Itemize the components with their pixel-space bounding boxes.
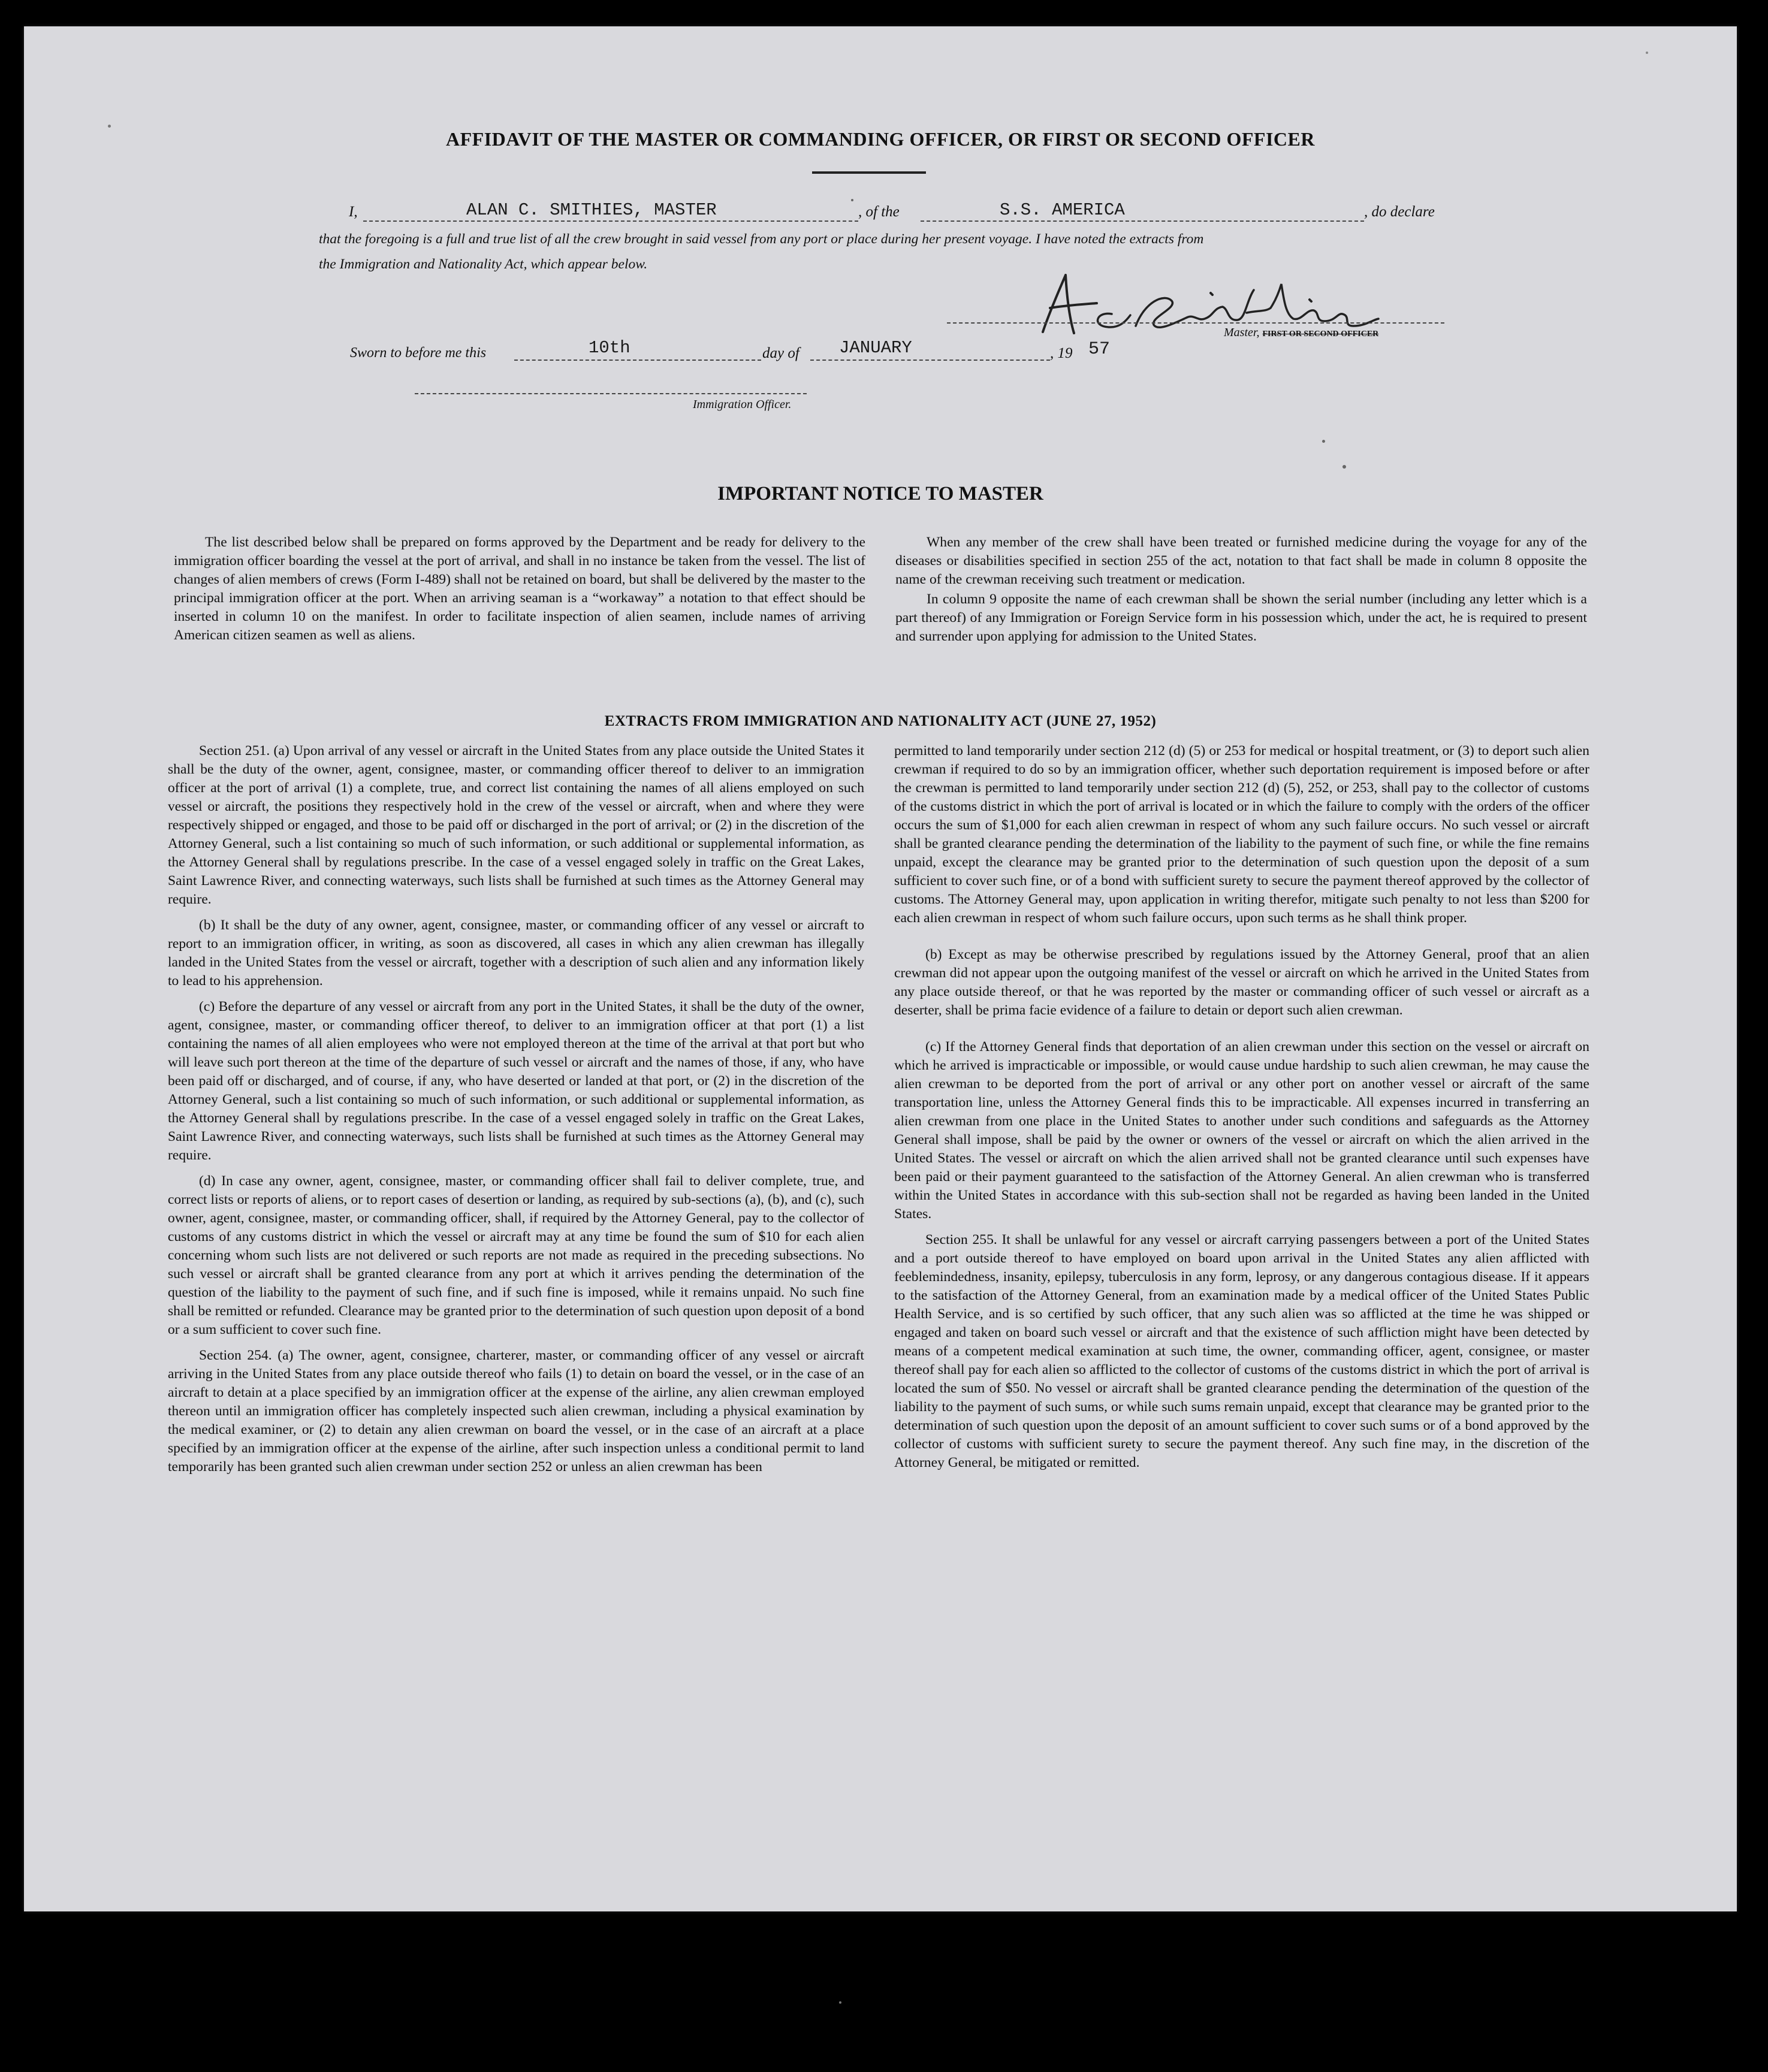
affidavit-title: AFFIDAVIT OF THE MASTER OR COMMANDING OFFICER, OR FIRST OR SECOND OFFICER	[446, 128, 1315, 150]
extract-section-254a-continued: permitted to land temporarily under section 212 (d) (5) or 253 for medical or hospital treatment, or (3) to deport such alien crewman if required to do so by an immigration officer, whether such deportation requirement is imposed before or after the crewman is permitted to land temporarily under section 212 (d) (5), 252, or 253, shall pay to the collector of customs of the customs district in which the port of arrival is located or in which the failure to comply with the orders of the officer occurs the sum of $1,000 for each alien crewman in respect of whom any such failure occurs. No such vessel or aircraft shall be granted clearance pending the determination of the liability to the payment of such fine, or while the fine remains unpaid, except the clearance may be granted prior to the determination of such question upon the deposit of a sum sufficient to cover such fine, or of a bond with sufficient surety to secure the payment thereof approved by the collector of customs. The Attorney General may, upon application in writing therefor, mitigate such penalty to not less than $200 for each alien crewman in respect of whom such failure occurs, upon such terms as he shall think proper.	[894, 743, 1589, 926]
i-label: I,	[349, 204, 358, 220]
scan-speck	[839, 2001, 841, 2004]
signature-caption-master: Master,	[1224, 326, 1263, 339]
do-declare-label: , do declare	[1364, 204, 1435, 220]
extract-section-251d: (d) In case any owner, agent, consignee, master, or commanding officer shall fail to deliver complete, true, and correct lists or reports of aliens, or to report cases of desertion or landing, as required by sub-sections (a), (b), and (c), such owner, agent, consignee, master, or commanding officer, shall, if required by the Attorney General, pay to the collector of customs of any customs district in which the vessel or aircraft may at any time be found the sum of $10 for each alien concerning whom such lists are not delivered or such reports are not made as required in the preceding subsections. No such vessel or aircraft shall be granted clearance from any port at which it arrives pending the determination of the question of the liability to the payment of such fine, and if such fine is imposed, while it remains unpaid. No such fine shall be remitted or refunded. Clearance may be granted prior to the determination of such question upon deposit of a bond or a sum sufficient to cover such fine.	[168, 1173, 864, 1337]
name-fill-line	[363, 221, 858, 222]
signature-caption	[1224, 326, 1378, 340]
notice-right-paragraph-2: In column 9 opposite the name of each crewman shall be shown the serial number (including any letter which is a part thereof) of any Immigration or Foreign Service form in his possession which, under the act, he is required to present and surrender upon applying for admission to the United States.	[895, 591, 1587, 644]
declaration-statement-line1: that the foregoing is a full and true list of all the crew brought in said vessel from any port or place during her present voyage. I have noted the extracts from	[319, 231, 1204, 247]
extract-section-251b: (b) It shall be the duty of any owner, agent, consignee, master, or commanding officer of any vessel or aircraft to report to an immigration officer, in writing, as soon as discovered, all cases in which any alien crewman has illegally landed in the United States from the vessel or aircraft, together with a description of such alien and any information likely to lead to his apprehension.	[168, 917, 864, 989]
extracts-left-column	[168, 742, 864, 1484]
notice-left-paragraph: The list described below shall be prepared on forms approved by the Department and be ready for delivery to the immigration officer boarding the vessel at the port of arrival, and shall in no instance be taken from the vessel. The list of changes of alien members of crews (Form I-489) shall not be retained on board, but shall be delivered by the master to the principal immigration officer at the port. When an arriving seaman is a “workaway” a notation to that effect should be inserted in column 10 on the manifest. In order to facilitate inspection of alien seamen, include names of arriving American citizen seamen as well as aliens.	[174, 534, 865, 643]
signature-line	[947, 322, 1444, 324]
immigration-officer-caption: Immigration Officer.	[693, 398, 792, 411]
declaration-statement-line2: the Immigration and Nationality Act, which appear below.	[319, 256, 648, 272]
year-prefix-label: , 19	[1050, 345, 1073, 361]
vessel-fill-line	[921, 221, 1364, 222]
sworn-day-fill-line	[514, 360, 761, 361]
extract-section-251a: Section 251. (a) Upon arrival of any vessel or aircraft in the United States from any place outside the United States it shall be the duty of the owner, agent, consignee, master, or commanding officer thereof to deliver to an immigration officer at the port of arrival (1) a complete, true, and correct list containing the names of all aliens employed on such vessel or aircraft, the positions they respectively hold in the crew of the vessel or aircraft, when and where they were respectively shipped or engaged, and those to be paid off or discharged in the port of arrival; or (2) in the discretion of the Attorney General, such a list containing so much of such information, or such additional or supplemental information, as the Attorney General shall by regulations prescribe. In the case of a vessel engaged solely in traffic on the Great Lakes, Saint Lawrence River, and connecting waterways, such lists shall be furnished at such times as the Attorney General may require.	[168, 743, 864, 907]
scan-speck	[851, 199, 853, 201]
scan-speck	[1646, 52, 1648, 54]
affidavit-page	[24, 26, 1737, 1911]
sworn-label: Sworn to before me this	[350, 345, 487, 361]
notice-title: IMPORTANT NOTICE TO MASTER	[717, 483, 1043, 505]
scan-speck	[1342, 465, 1346, 469]
notice-left-column	[174, 533, 865, 652]
sworn-year-value: 57	[1088, 339, 1111, 360]
scan-speck	[108, 125, 111, 128]
extract-section-254b: (b) Except as may be otherwise prescribed by regulations issued by the Attorney General, proof that an alien crewman did not appear upon the outgoing manifest of the vessel or aircraft on which he arrived in the United States from any place outside thereof, or that he was reported by the master or commanding officer of such vessel or aircraft as a deserter, shall be prima facie evidence of a failure to detain or deport such alien crewman.	[894, 947, 1589, 1018]
notice-right-column	[895, 533, 1587, 653]
notice-right-paragraph-1: When any member of the crew shall have been treated or furnished medicine during the voyage for any of the diseases or disabilities specified in section 255 of the act, notation to that fact shall be made in column 8 opposite the name of the crewman receiving such treatment or medication.	[895, 534, 1587, 587]
extract-section-255: Section 255. It shall be unlawful for any vessel or aircraft carrying passengers between a port of the United States and a port outside thereof to have employed on board upon arrival in the United States any alien afflicted with feeblemindedness, insanity, epilepsy, tuberculosis in any form, leprosy, or any dangerous contagious disease. If it appears to the satisfaction of the Attorney General, from an examination made by a medical officer of the United States Public Health Service, and is so certified by such officer, that any such alien was so afflicted at the time he was shipped or engaged and taken on board such vessel or aircraft and that the existence of such affliction might have been detected by means of a competent medical examination at such time, the owner, commanding officer, agent, consignee, or master thereof shall pay for each alien so afflicted to the collector of customs of the customs district in which the port of arrival is located the sum of $50. No vessel or aircraft shall be granted clearance pending the determination of the question of the liability to the payment of such sums, or while such sums remain unpaid, except that clearance may be granted prior to the determination of such question upon the deposit of an amount sufficient to cover such sums or of a bond approved by the collector of customs with sufficient surety to secure the payment thereof. Any such fine may, in the discretion of the Attorney General, be mitigated or remitted.	[894, 1232, 1589, 1470]
master-name-value: ALAN C. SMITHIES, MASTER	[466, 200, 717, 220]
extracts-right-column	[894, 742, 1589, 1479]
sworn-day-value: 10th	[589, 338, 630, 358]
title-underline	[812, 171, 926, 174]
extracts-title: EXTRACTS FROM IMMIGRATION AND NATIONALITY ACT (JUNE 27, 1952)	[604, 713, 1157, 729]
extract-section-254c: (c) If the Attorney General finds that deportation of an alien crewman under this section on the vessel or aircraft on which he arrived is impracticable or impossible, or would cause undue hardship to such alien crewman, he may cause the alien crewman to be deported from the port of arrival or any other port on another vessel or aircraft of the same transportation line, unless the Attorney General finds this to be impracticable. All expenses incurred in transferring an alien crewman from one place in the United States to another under such conditions and safeguards as the Attorney General shall impose, shall be paid by the owner or owners of the vessel or aircraft on which the alien arrived in the United States. The vessel or aircraft on which the alien arrived shall not be granted clearance until such expenses have been paid or their payment guaranteed to the satisfaction of the Attorney General. An alien crewman who is transferred within the United States in accordance with this sub-section shall not be regarded as having been landed in the United States.	[894, 1039, 1589, 1222]
month-fill-line	[810, 360, 1050, 361]
extract-section-251c: (c) Before the departure of any vessel or aircraft from any port in the United States, it shall be the duty of the owner, agent, consignee, master, or commanding officer thereof, to deliver to an immigration officer at that port (1) a list containing the names of all alien employees who were not employed thereon at the time of the arrival at that port but who will leave such port thereon at the time of the departure of such vessel or aircraft and the names of those, if any, who have been paid off or discharged, and of course, if any, who have deserted or landed at that port, or (2) in the discretion of the Attorney General, such a list containing so much of such information, or such additional or supplemental information, as the Attorney General shall by regulations prescribe. In the case of a vessel engaged solely in traffic on the Great Lakes, Saint Lawrence River, and connecting waterways, such lists shall be furnished at such times as the Attorney General may require.	[168, 999, 864, 1163]
sworn-month-value: JANUARY	[839, 338, 912, 358]
scan-speck	[1322, 440, 1325, 443]
vessel-name-value: S.S. AMERICA	[1000, 200, 1125, 220]
of-the-label: , of the	[858, 204, 900, 220]
signature-caption-struck: FIRST OR SECOND OFFICER	[1262, 330, 1379, 339]
day-of-label: day of	[762, 345, 799, 361]
extract-section-254a: Section 254. (a) The owner, agent, consignee, charterer, master, or commanding officer of any vessel or aircraft arriving in the United States from any place outside thereof who fails (1) to detain on board the vessel, or in the case of an aircraft to detain at a place specified by an immigration officer at the expense of the airline, any alien crewman employed thereon until an immigration officer has completely inspected such alien crewman, including a physical examination by the medical examiner, or (2) to detain any alien crewman on board the vessel, or in the case of an aircraft at a place specified by an immigration officer at the expense of the airline, after such inspection unless a conditional permit to land temporarily has been granted such alien crewman under section 252 or unless an alien crewman has been	[168, 1348, 864, 1475]
immigration-officer-line	[415, 393, 807, 394]
